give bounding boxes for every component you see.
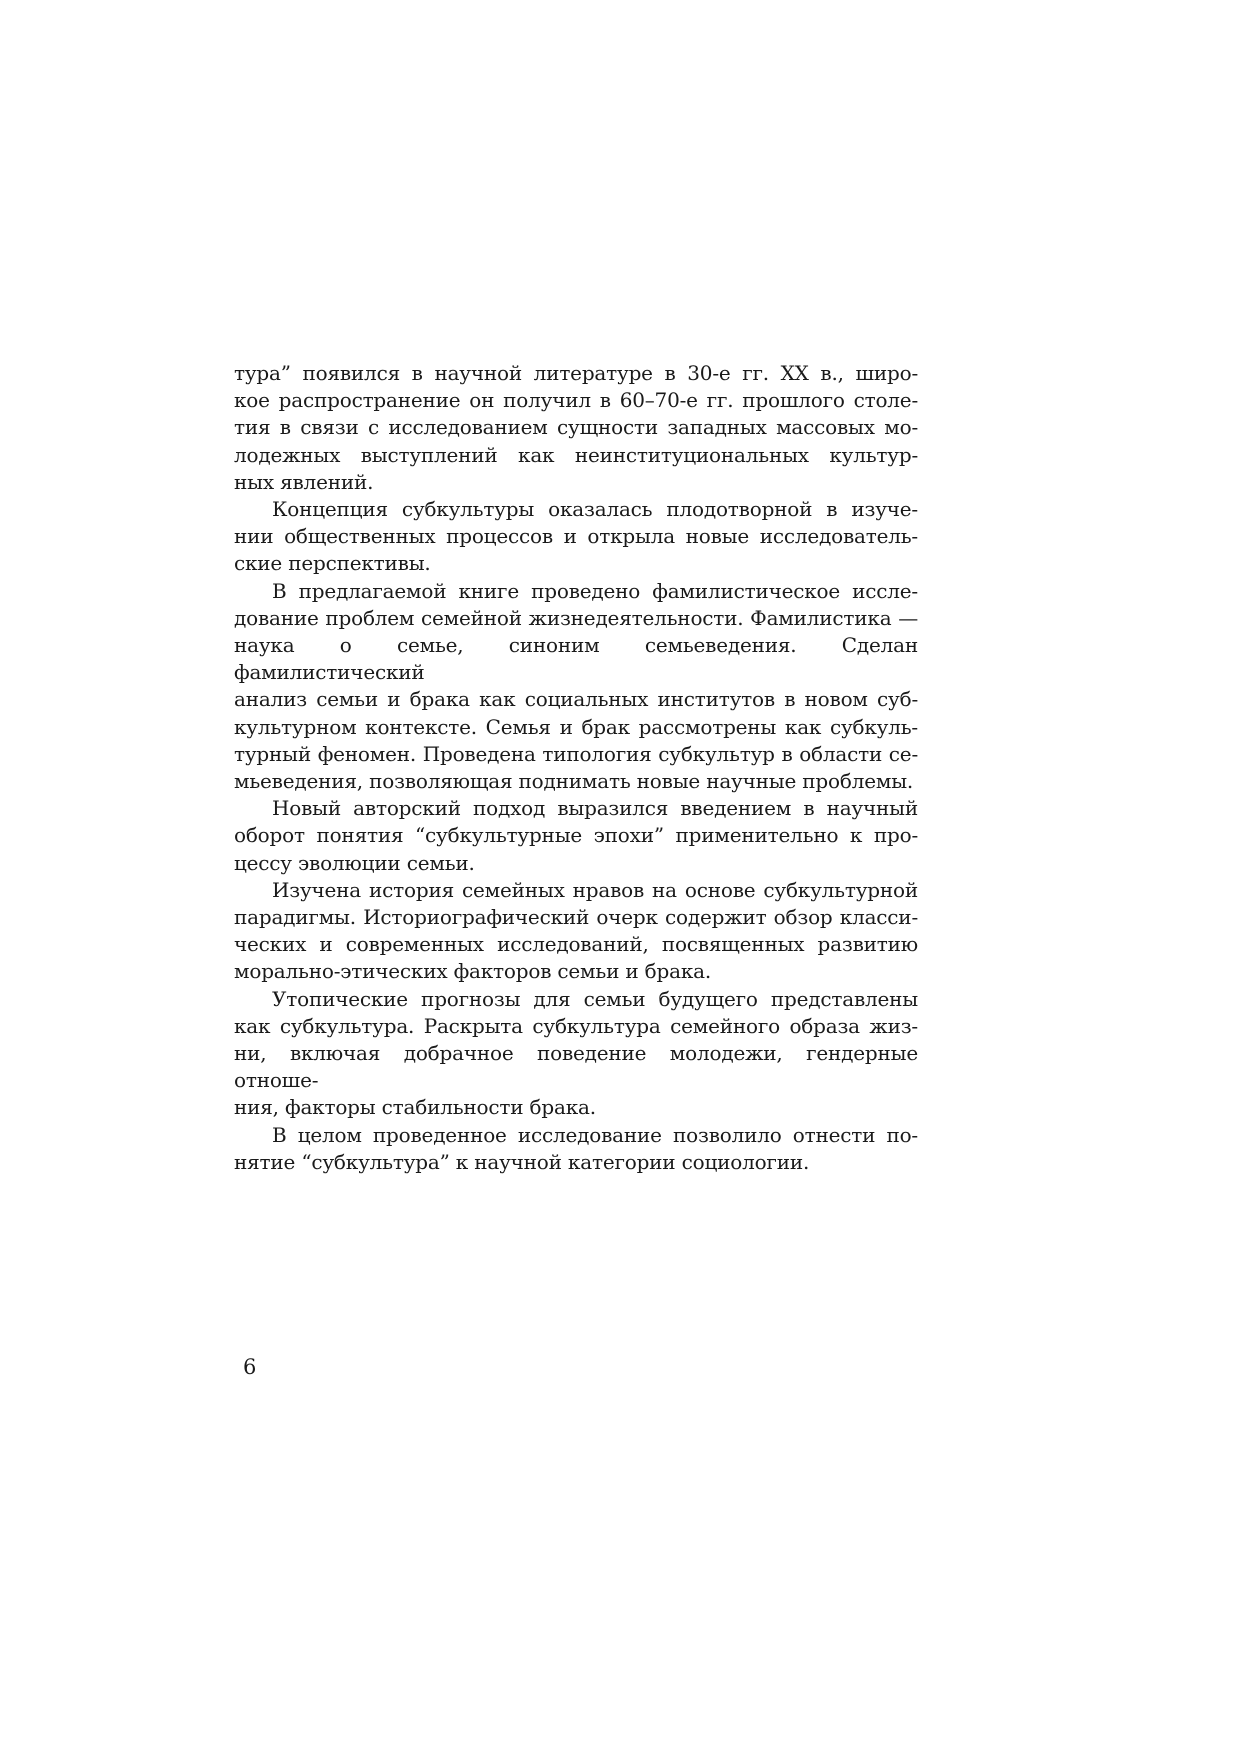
text-line: дование проблем семейной жизнедеятельности. Фамилистика — <box>234 605 918 630</box>
text-line: культурном контексте. Семья и брак рассмотрены как субкуль- <box>234 714 918 739</box>
text-line: ных явлений. <box>234 469 374 494</box>
text-line: анализ семьи и брака как социальных институтов в новом суб- <box>234 687 918 712</box>
text-line: как субкультура. Раскрыта субкультура семейного образа жиз- <box>234 1013 918 1038</box>
text-line: мьеведения, позволяющая поднимать новые научные проблемы. <box>234 769 914 794</box>
text-line: ческих и современных исследований, посвященных развитию <box>234 932 918 957</box>
text-line: оборот понятия “субкультурные эпохи” применительно к про- <box>234 823 918 848</box>
text-line: В предлагаемой книге проведено фамилистическое иссле- <box>272 578 918 603</box>
text-line: тия в связи с исследованием сущности западных массовых мо- <box>234 415 918 440</box>
text-line: ские перспективы. <box>234 551 431 576</box>
text-line: Утопические прогнозы для семьи будущего представлены <box>272 986 918 1011</box>
text-line: нии общественных процессов и открыла новые исследователь- <box>234 524 918 549</box>
paragraph <box>234 360 918 496</box>
text-block <box>234 360 918 1176</box>
text-line: кое распространение он получил в 60–70-е гг. прошлого столе- <box>234 388 918 413</box>
paragraph <box>234 986 918 1122</box>
text-line: Концепция субкультуры оказалась плодотворной в изуче- <box>272 497 918 522</box>
paragraph <box>234 1122 918 1176</box>
text-line: Изучена история семейных нравов на основе субкультурной <box>272 877 918 902</box>
text-line: наука о семье, синоним семьеведения. Сделан фамилистический <box>234 633 918 685</box>
text-line: тура” появился в научной литературе в 30-е гг. XX в., широ- <box>234 361 918 385</box>
text-line: ни, включая добрачное поведение молодежи, гендерные отноше- <box>234 1041 918 1093</box>
text-line: ния, факторы стабильности брака. <box>234 1095 596 1120</box>
paragraph <box>234 578 918 796</box>
text-line: цессу эволюции семьи. <box>234 850 475 875</box>
text-line: парадигмы. Историографический очерк содержит обзор класси- <box>234 905 918 930</box>
text-line: Новый авторский подход выразился введением в научный <box>272 796 918 821</box>
text-line: турный феномен. Проведена типология субкультур в области се- <box>234 741 918 766</box>
paragraph <box>234 877 918 986</box>
text-line: нятие “субкультура” к научной категории социологии. <box>234 1149 810 1174</box>
paragraph <box>234 795 918 877</box>
text-line: морально-этических факторов семьи и брака. <box>234 959 712 984</box>
paragraph <box>234 496 918 578</box>
page-number: 6 <box>243 1355 257 1379</box>
text-line: В целом проведенное исследование позволило отнести по- <box>272 1122 918 1147</box>
text-line: лодежных выступлений как неинституциональных культур- <box>234 442 918 467</box>
